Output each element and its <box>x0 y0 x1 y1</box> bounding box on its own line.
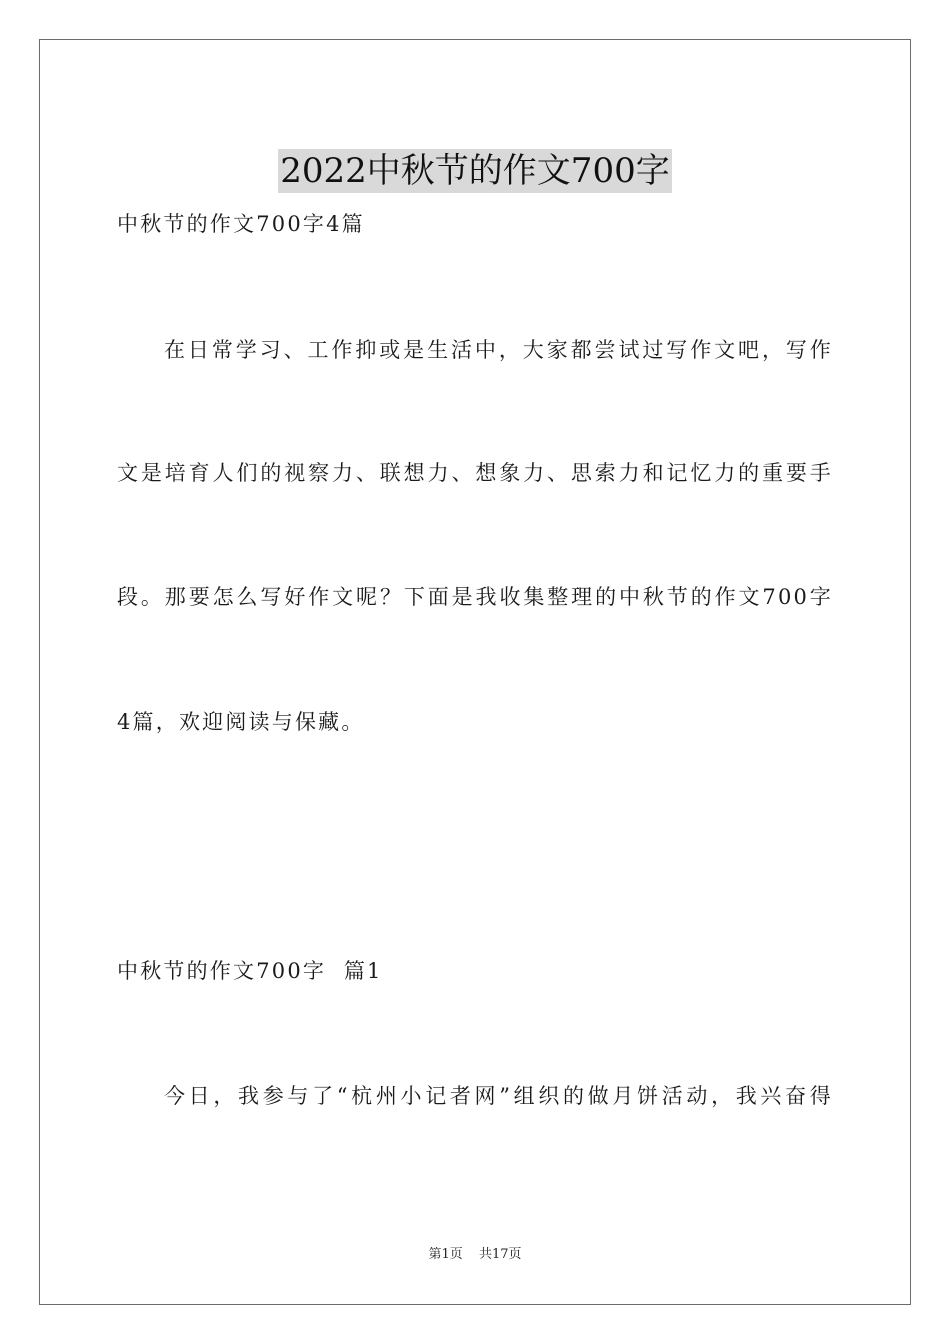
intro-line-4: 4篇，欢迎阅读与保藏。 <box>117 710 365 734</box>
title-container <box>0 126 950 216</box>
intro-line-3: 段。那要怎么写好作文呢？下面是我收集整理的中秋节的作文700字 <box>117 585 833 609</box>
page-footer <box>0 1246 950 1264</box>
intro-line-1: 在日常学习、工作抑或是生活中，大家都尝试过写作文吧，写作 <box>164 338 833 362</box>
body-line-1: 今日，我参与了“杭州小记者网”组织的做月饼活动，我兴奋得 <box>164 1084 833 1108</box>
page-total: 共17页 <box>478 1247 522 1262</box>
document-subtitle: 中秋节的作文700字4篇 <box>117 212 365 236</box>
section-heading: 中秋节的作文700字 篇1 <box>117 959 383 983</box>
page-number: 第1页 <box>428 1247 463 1262</box>
intro-line-2: 文是培育人们的视察力、联想力、想象力、思索力和记忆力的重要手 <box>117 461 833 485</box>
document-title: 2022中秋节的作文700字 <box>280 150 670 191</box>
